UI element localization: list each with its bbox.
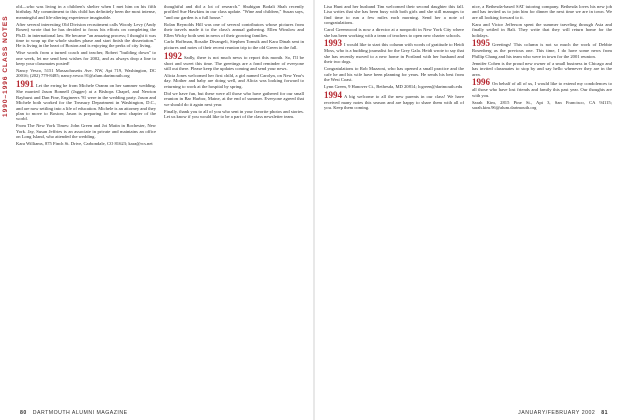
class-year-heading: 1995 [472,38,490,49]
magazine-name: DARTMOUTH ALUMNI MAGAZINE [32,410,128,416]
class-note-text: Congratulations to Rob Mazzoni, who has opened a small practice and the cafe he and his wife have been planning for years. He sends his best from the West Coast. [324,66,464,82]
class-note-text: Jennifer Cohen is the proud new owner of a small business in Chicago and has invited classmates to stop by and say hello whenever they are in the area. [472,60,612,77]
class-note-paragraph [164,73,304,89]
class-note-paragraph [472,4,612,20]
class-note-text: On behalf of all of us, I would like to extend my condolences to all those who have lost friends and family this past year. Our thoughts are with you. [472,81,612,98]
class-year-heading: 1993 [324,38,342,49]
class-year-heading: 1994 [324,89,342,100]
class-note-paragraph [164,52,304,72]
page-number-right: 81 [601,410,608,416]
class-note-paragraph [16,50,156,66]
class-note-text: Kara and Victor Jefferson spent the summer traveling through Asia and finally settled in Bali. They write that they will return home for the holidays. [472,21,612,38]
class-note-paragraph [324,84,464,89]
issue-date: JANUARY/FEBRUARY 2002 [518,410,596,416]
class-note-text: Kara Williams, 875 Finch St. Drive, Carbondale, CO 81623; kara@rcs.net [16,140,153,146]
class-note-text: old—who was living in a children's shelter when I met him on his fifth birthday. My commitment to this child has definitely been the most intense, meaningful and life-altering experience imaginable. [16,4,156,20]
class-note-text: Let the erring be from Michele Oranm on her summer wedding. She married Jason Bonnell (Jagger) at a Bishops Chapel, and Newton Bayhurst and Dan Fine, Engineers '91 were in the wedding party. Jason and Michele both worked for the Treasury Department in Washington, D.C., and are now settling into a life of education. Michele is an attorney and they plan to move to Boston; Jason is preparing for the next chapter of the world. [16,83,156,122]
class-note-paragraph [324,39,464,64]
class-note-paragraph [472,100,612,111]
class-note-paragraph [16,4,156,20]
section-side-tag: 1990–1996 CLASS NOTES [2,15,9,117]
class-note-text: From The New York Times: John Green and Joi Matin in Rochester, New York. Jay, Susan Jeffries is an associate in private and maintains an office on Long Island, who attended the wedding. [16,123,156,140]
page-number-left: 80 [20,410,27,416]
class-note-text: Finally, thank you to all of you who sent in your favorite photos and stories. Let us know if you would like to be a part of the class newsletter team. [164,108,304,119]
class-note-paragraph [164,39,304,50]
right-column-1 [324,4,464,404]
class-note-text: Alicia Jones welcomed her first child, a girl named Carolyn, on New Year's day. Mother and baby are doing well, and Alicia was looking forward to returning to work at the hospital by spring. [164,73,304,89]
class-note-text: Lynn Green, 9 Hanover Ct., Bethesda, MD 20814; lcgreen@dartmouth.edu [324,83,463,89]
class-note-text: A big welcome to all the new parents in our class! We have received many notes this season and are happy to share them with all of you. Keep them coming. [324,93,464,111]
right-column-2 [472,4,612,404]
right-footer [518,410,612,416]
class-note-text: Wise words from a turned coach and teacher, Robert "building down" to one week, let me send best wishes for 2002, and as always drop a line to keep your classmates posted! [16,50,156,67]
class-note-text: Greetings! This column is not so much the work of Debbie Rosenberg as the previous one. This time, I do have some news from Phillip Chang and his team who were in town for the 2001 reunion. [472,42,612,59]
class-note-paragraph [324,66,464,82]
class-note-paragraph [16,141,156,146]
class-note-paragraph [164,91,304,107]
right-page [314,0,628,420]
class-note-paragraph [16,123,156,139]
class-note-paragraph [164,109,304,120]
class-year-heading: 1991 [16,79,34,90]
class-note-paragraph [16,68,156,79]
right-columns [324,4,612,404]
class-note-text: Rolan Reynolds Hill was one of several contributors whose pictures from their travels made it to the class's annual gathering. Ellen Winslow and Ellen Wicky both sent in news of their growing families. [164,21,304,38]
class-note-paragraph [164,4,304,20]
left-column-1 [16,4,156,404]
class-note-text: After several interesting Old Division recruitment calls Woody Levy (Andy Rosen) wrote that he has decided to focus his efforts on completing the Ph.D. in international law. He became "an amazing process; I thought it was time to wrap up the whole studies phase and start finish the dissertation." He is living in the heart of Boston and is enjoying the perks of city living. [16,21,156,49]
class-note-text: Lisa Hunt and her husband Tim welcomed their second daughter this fall. Lisa writes that she has been busy with both girls and she still manages to find time to run a few miles each morning. Send her a note of congratulations. [324,4,464,26]
class-note-text: Carlo Hoffman, Rosalie Divangeli, Stephen Tomsik and Kara Dinah sent in pictures and notes of their recent reunion trip to the old Green in the fall. [164,39,304,50]
class-note-text: thoughtful and did a lot of research." Shubigan Bodali Shah recently profiled Sue Hawkins in our class update. "Wine and children," Susan says, "and our garden is a full house." [164,4,304,20]
class-note-paragraph [324,91,464,111]
class-note-paragraph [472,39,612,59]
class-note-text: I would like to start this column with words of gratitude to Heidi Moss, who is a budding journalist for the Grey Gala. Heidi wrote to say that she has recently moved to a new home in Portland with her husband and their two dogs. [324,42,464,65]
class-note-paragraph [164,22,304,38]
class-note-text: Sarah Kim, 2815 Pine St., Apt 3, San Francisco, CA 94115; sarah.kim.96@alum.dartmouth.org [472,99,612,111]
class-note-text: Carol Greenwood is now a director at a nonprofit in New York City where she has been working with a team of teachers to open new charter schools. [324,27,464,38]
class-note-text: nice, a Bethesda-based SAT tutoring company. Bethesda loves his new job and has invited us to join him for dinner the next time we are in town. We are all looking forward to it. [472,4,612,20]
left-column-2 [164,4,304,404]
class-note-text: Did we have fun, but these were all those who have gathered for our small reunion in Bar Harbor, Maine, at the end of summer. Everyone agreed that we should do it again next year. [164,90,304,107]
left-footer [16,410,128,416]
class-note-paragraph [472,61,612,77]
class-note-paragraph [324,4,464,26]
class-note-paragraph [472,22,612,38]
class-note-text: Nancy Vesco, 5151 Massachusetts Ave. NW, Apt 719, Washington, DC 20016; (202) 779-8485; nancy.vesco.91@alum.dartmouth.org [16,67,156,79]
class-year-heading: 1996 [472,77,490,88]
class-note-paragraph [472,78,612,98]
left-columns [16,4,304,404]
class-note-paragraph [16,80,156,121]
class-note-paragraph [16,22,156,49]
class-year-heading: 1992 [164,50,182,61]
class-note-text: Sadly, there is not much news to report this month. So, I'll be short and sweet this time. The greetings are a fond reminder of everyone still out there. Please keep the updates coming and send your news. [164,54,304,72]
class-note-paragraph [324,27,464,38]
